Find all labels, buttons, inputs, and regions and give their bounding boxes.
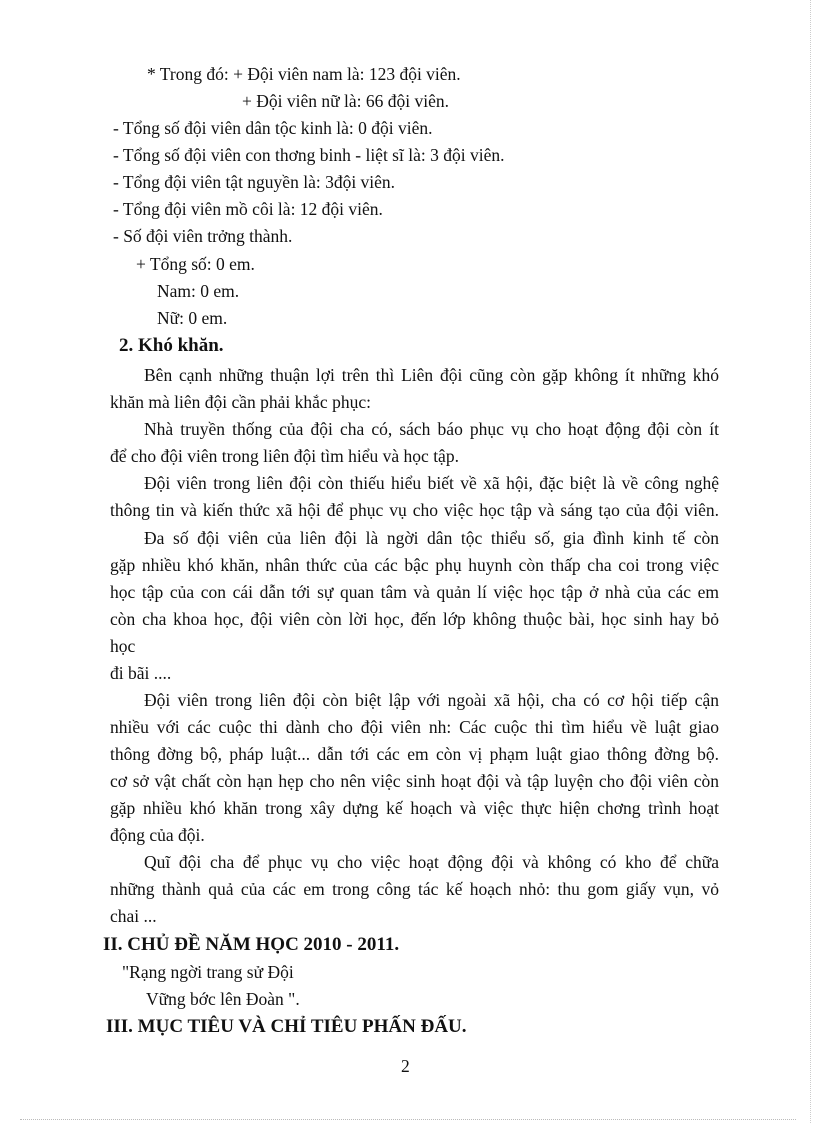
stat-boys: Nam: 0 em. (157, 281, 240, 301)
paragraph-line: đi bãi .... (110, 663, 172, 683)
paragraph-line: còn cha khoa học, đội viên còn lời học, đến lớp không thuộc bài, học sinh hay bỏ (110, 609, 719, 629)
motto-line-2: Vững bớc lên Đoàn ". (146, 989, 300, 1009)
paragraph-line: cơ sở vật chất còn hạn hẹp cho nên việc sinh hoạt đội và tập luyện cho đội viên còn (110, 771, 719, 791)
paragraph-line: động của đội. (110, 825, 205, 845)
paragraph-line: học (110, 636, 136, 656)
stat-martyr: - Tổng số đội viên con thơng binh - liệt sĩ là: 3 đội viên. (113, 145, 505, 165)
section-heading-muc-tieu: III. MỤC TIÊU VÀ CHỈ TIÊU PHẤN ĐẤU. (106, 1016, 467, 1037)
paragraph-line: Nhà truyền thống của đội cha có, sách báo phục vụ cho hoạt động đội còn ít (144, 419, 719, 439)
stat-grown: - Số đội viên trởng thành. (113, 226, 293, 246)
stat-total: + Tổng số: 0 em. (136, 254, 255, 274)
paragraph-line: Bên cạnh những thuận lợi trên thì Liên đội cũng còn gặp không ít những khó (144, 365, 719, 385)
page-bottom-border (20, 1119, 796, 1120)
paragraph-line: chai ... (110, 906, 157, 926)
paragraph-line: những thành quả của các em trong công tác kế hoạch nhỏ: thu gom giấy vụn, vỏ (110, 879, 719, 899)
paragraph-line: Đội viên trong liên đội còn thiếu hiểu biết về xã hội, đặc biệt là về công nghệ (144, 473, 719, 493)
page-number: 2 (401, 1056, 410, 1076)
section-heading-kho-khan: 2. Khó khăn. (119, 335, 224, 356)
stat-disabled: - Tổng đội viên tật nguyền là: 3đội viên. (113, 172, 396, 192)
paragraph-line: Đội viên trong liên đội còn biệt lập với ngoài xã hội, cha có cơ hội tiếp cận (144, 690, 719, 710)
stat-orphan: - Tổng đội viên mồ côi là: 12 đội viên. (113, 199, 383, 219)
paragraph-line: thông đờng bộ, pháp luật... dẫn tới các em còn vị phạm luật giao thông đờng bộ. (110, 744, 719, 764)
paragraph-line: nhiều với các cuộc thi dành cho đội viên nh: Các cuộc thi tìm hiểu về luật giao (110, 717, 719, 737)
paragraph-line: Đa số đội viên của liên đội là ngời dân tộc thiểu số, gia đình kinh tế còn (144, 528, 719, 548)
section-heading-chu-de: II. CHỦ ĐỀ NĂM HỌC 2010 - 2011. (103, 934, 400, 955)
stat-girls: Nữ: 0 em. (157, 308, 228, 328)
paragraph-line: để cho đội viên trong liên đội tìm hiểu và học tập. (110, 446, 459, 466)
paragraph-line: học tập của con cái dẫn tới sự quan tâm và quản lí việc học tập ở nhà của các em (110, 582, 719, 602)
stat-male: * Trong đó: + Đội viên nam là: 123 đội viên. (147, 64, 461, 84)
paragraph-line: thông tin và kiến thức xã hội để phục vụ cho việc học tập và sáng tạo của đội viên. (110, 500, 719, 520)
stat-female: + Đội viên nữ là: 66 đội viên. (242, 91, 449, 111)
stat-kinh: - Tổng số đội viên dân tộc kinh là: 0 đội viên. (113, 118, 433, 138)
motto-line-1: "Rạng ngời trang sử Đội (122, 962, 294, 982)
paragraph-line: gặp nhiều khó khăn trong xây dựng kế hoạch và việc thực hiện chơng trình hoạt (110, 798, 719, 818)
page-right-border (810, 0, 811, 1123)
paragraph-line: Quĩ đội cha để phục vụ cho việc hoạt động đội và không có kho để chữa (144, 852, 719, 872)
paragraph-line: gặp nhiều khó khăn, nhân thức của các bậc phụ huynh còn thấp cha coi trong việc (110, 555, 719, 575)
paragraph-line: khăn mà liên đội cần phải khắc phục: (110, 392, 371, 412)
